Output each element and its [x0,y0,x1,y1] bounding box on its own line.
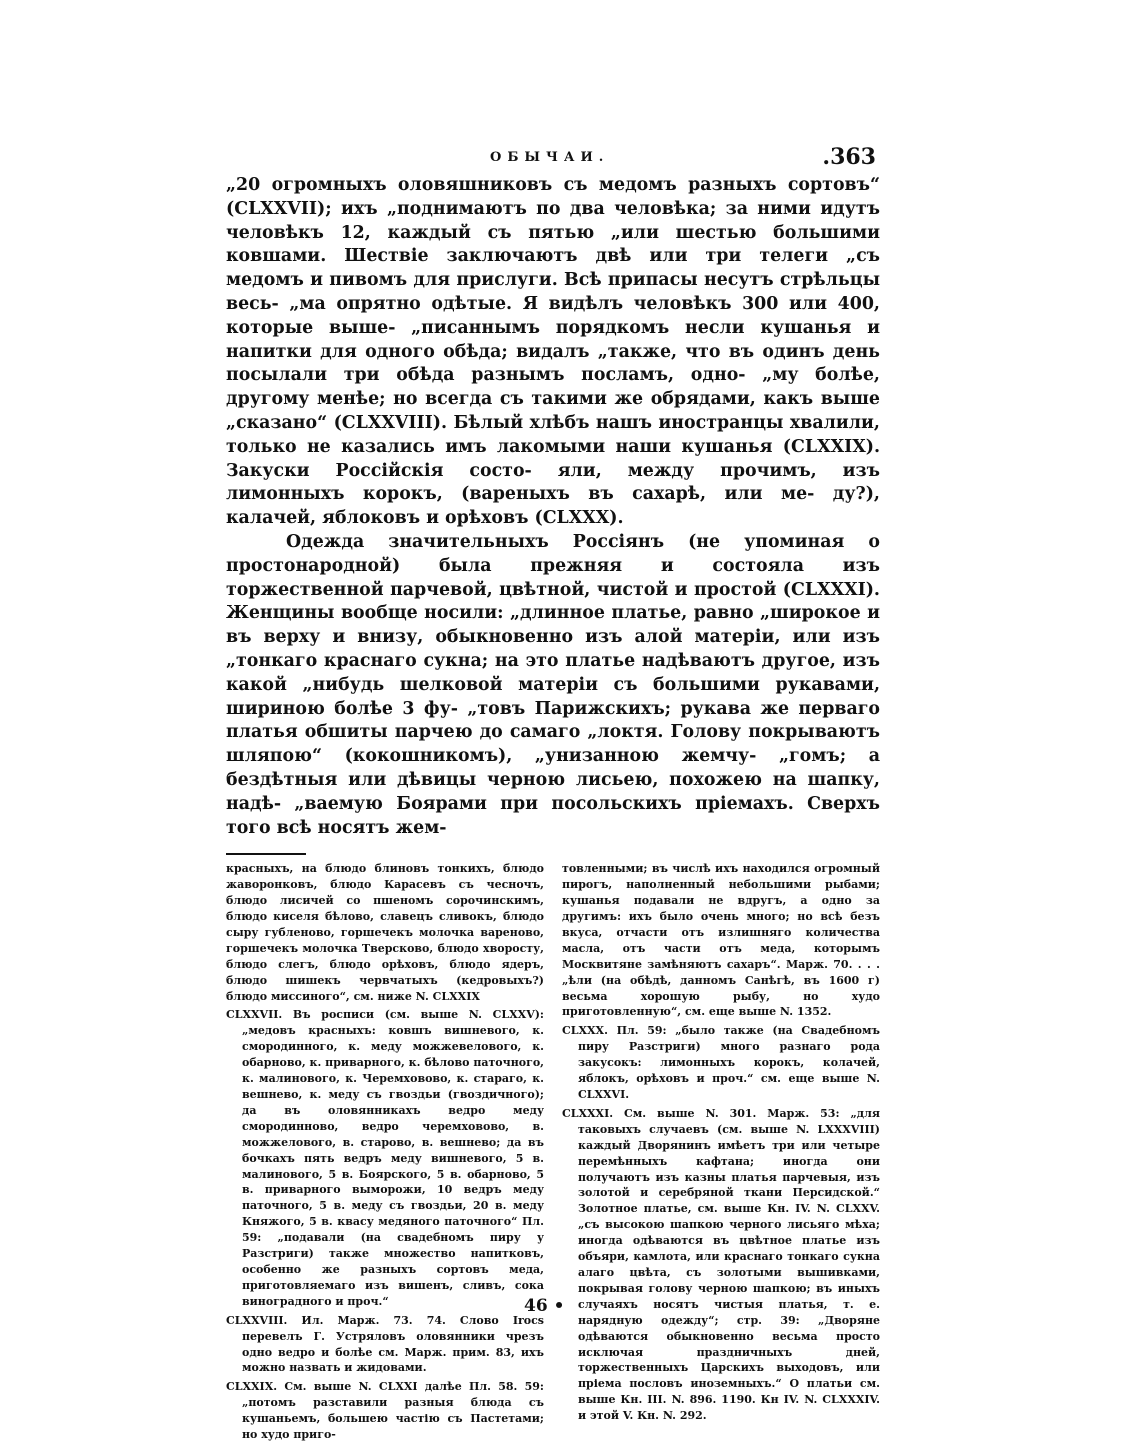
footnote: товленными; въ числѣ ихъ находился огромный пирогъ, наполненный небольшими рыбами; кушанья подавали не вдругъ, а одно за другимъ: ихъ было очень много; но всѣ безъ вкуса, отчасти отъ излишняго количества масла, отъ части отъ меда, которымъ Москвитяне замѣняютъ сахаръ“. Марж. 70. . . . „ѣли (на обѣдѣ, данномъ Санѣгѣ, въ 1600 г) весьма хорошую рыбу, но худо приготовленную“, см. еще выше N. 1352. [562,862,880,1019]
footnote: CLXXIX. См. выше N. CLXXI далѣе Пл. 58. 59: „потомъ разставили разныя блюда съ кушаньемъ, большею частію съ Пастетами; но худо приго- [226,1380,544,1442]
main-text [226,174,880,840]
page-header [226,144,880,174]
footnote: CLXXVIII. Ил. Марж. 73. 74. Слово Irocs перевелъ Г. Устряловъ оловянники чрезъ одно ведро и болѣе см. Марж. прим. 83, ихъ можно назвать и жидовами. [226,1313,544,1375]
footnotes [226,861,880,1443]
running-head: ОБЫЧАИ. [490,150,610,165]
footnotes-right-column [562,861,880,1443]
footnote: красныхъ, на блюдо блиновъ тонкихъ, блюдо жаворонковъ, блюдо Карасевъ съ чесночъ, блюдо лисичей со пшеномъ сорочинскимъ, блюдо киселя бѣлово, славецъ сливокъ, блюдо сыру губленово, горшечекъ молочка вареново, горшечекъ молочка Тверсково, блюдо хворосту, блюдо слегъ, блюдо орѣховъ, блюдо ядеръ, блюдо шишекъ червчатыхъ (кедровыхъ?) блюдо миссиного“, см. ниже N. CLXXIX [226,862,544,1003]
signature-mark: 46 • [524,1296,565,1316]
footnotes-left-column [226,861,544,1443]
footnote: CLXXVII. Въ росписи (см. выше N. CLXXV): „медовъ красныхъ: ковшъ вишневого, к. смородинного, к. меду можжевелового, к. обарново, к. приварного, к. бѣлово паточного, к. малинового, к. Черемховово, к. стараго, к. вешнево, к. меду съ гвоздьи (гвоздичного); да въ оловянникахъ ведро меду смородинново, ведро черемховово, в. можжелового, в. старово, в. вешнево; да въ бочкахъ пять ведръ меду вишневого, 5 в. малинового, 5 в. Боярского, 5 в. обарново, 5 в. приварного выморожи, 10 ведръ меду паточного, 5 в. меду съ гвоздьи, 20 в. меду Княжого, 5 в. квасу медяного паточного“ Пл. 59: „подавали (на свадебномъ пиру у Разстриги) также множество напитковъ, особенно же разныхъ сортовъ меда, приготовляемаго изъ вишенъ, сливъ, сока виноградного и проч.“ [226,1008,544,1308]
main-paragraph: „20 огромныхъ оловяшниковъ съ медомъ разныхъ сортовъ“ (CLXXVII); ихъ „поднимаютъ по два человѣка; за ними идутъ человѣкъ 12, каждый съ пятью „или шестью большими ковшами. Шествіе заключаютъ двѣ или три телеги „съ медомъ и пивомъ для прислуги. Всѣ припасы несутъ стрѣльцы весь- „ма опрятно одѣтые. Я видѣлъ человѣкъ 300 или 400, которые выше- „писаннымъ порядкомъ несли кушанья и напитки для одного обѣда; видалъ „также, что въ одинъ день посылали три обѣда разнымъ посламъ, одно- „му болѣе, другому менѣе; но всегда съ такими же обрядами, какъ выше „сказано“ (CLXXVIII). Бѣлый хлѣбъ нашъ иностранцы хвалили, только не казались имъ лакомыми наши кушанья (CLXXIX). Закуски Россійскія состо- яли, между прочимъ, изъ лимонныхъ корокъ, (вареныхъ въ сахарѣ, или ме- ду?), калачей, яблоковъ и орѣховъ (CLXXX). [226,175,880,529]
footnote: CLXXXI. См. выше N. 301. Марж. 53: „для таковыхъ случаевъ (см. выше N. LXXXVIII) каждый Дворянинъ имѣетъ три или четыре перемѣнныхъ кафтана; иногда они получаютъ изъ казны платья парчевыя, изъ золотой и серебряной ткани Персидской.“ Золотное платье, см. выше Кн. IV. N. CLXXV. „съ высокою шапкою черного лисьяго мѣха; иногда одѣваются въ цвѣтное платье изъ объяри, камлота, или краснаго тонкаго сукна алаго цвѣта, съ золотыми вышивками, покрывая голову черною шапкою; въ иныхъ случаяхъ носятъ чистыя платья, т. е. нарядную одежду“; стр. 39: „Дворяне одѣваются обыкновенно весьма просто исключая праздничныхъ дней, торжественныхъ Царскихъ выходовъ, или пріема пословъ иноземныхъ.“ О платьи см. выше Кн. III. N. 896. 1190. Кн IV. N. CLXXXIV. и этой V. Кн. N. 292. [562,1106,880,1423]
footnote: CLXXX. Пл. 59: „было также (на Свадебномъ пиру Разстриги) много разнаго рода закусокъ: лимонныхъ корокъ, колачей, яблокъ, орѣховъ и проч.“ см. еще выше N. CLXXVI. [562,1024,880,1101]
footnote-divider [226,853,306,855]
main-paragraph: Одежда значительныхъ Россіянъ (не упоминая о простонародной) была прежняя и состояла изъ торжественной парчевой, цвѣтной, чистой и простой (CLXXXI). Женщины вообще носили: „длинное платье, равно „широкое и въ верху и внизу, обыкновенно изъ алой матеріи, или изъ „тонкаго краснаго сукна; на это платье надѣваютъ другое, изъ какой „нибудь шелковой матеріи съ большими рукавами, шириною болѣе 3 фу- „товъ Парижскихъ; рукава же перваго платья обшиты парчею до самаго „локтя. Голову покрываютъ шляпою“ (кокошникомъ), „унизанною жемчу- „гомъ; а бездѣтныя или дѣвицы черною лисьею, похожею на шапку, надѣ- „ваемую Боярами при посольскихъ пріемахъ. Сверхъ того всѣ носятъ жем- [226,531,880,838]
book-page [226,144,880,1442]
page-number: .363 [822,144,876,170]
